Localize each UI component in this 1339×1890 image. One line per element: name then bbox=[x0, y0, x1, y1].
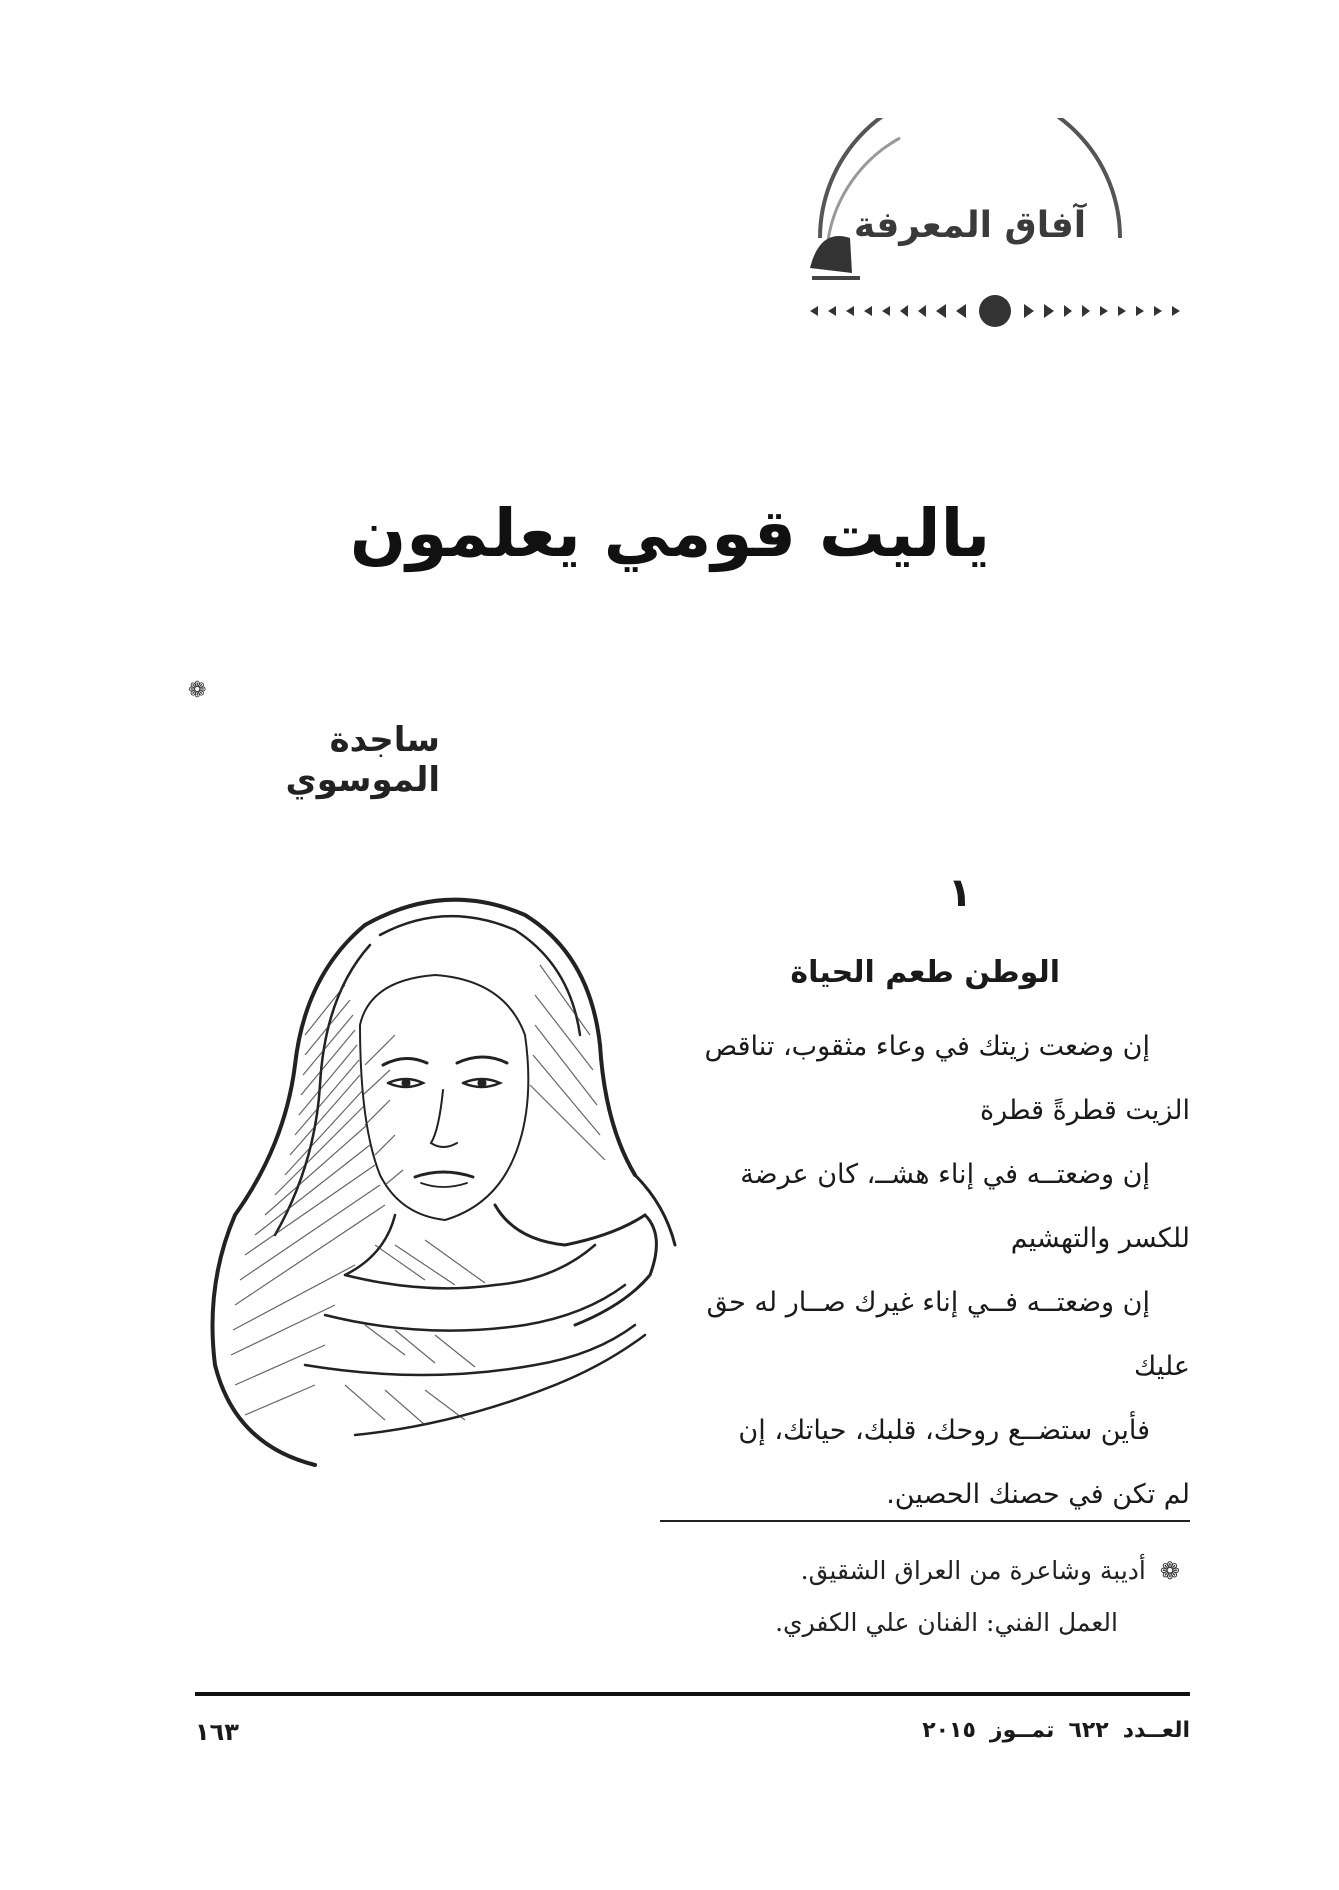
article-title: ياليت قومي يعلمون bbox=[349, 495, 991, 572]
poem-line: لم تكن في حصنك الحصين. bbox=[886, 1479, 1190, 1510]
poem-line: للكسر والتهشيم bbox=[1010, 1223, 1190, 1254]
footnote-divider bbox=[660, 1520, 1190, 1522]
poem-line: عليك bbox=[1134, 1351, 1190, 1382]
footer-divider bbox=[195, 1692, 1190, 1696]
author-marker-icon: ❁ bbox=[188, 678, 207, 703]
footnotes bbox=[640, 1545, 1180, 1649]
woman-sketch-illustration bbox=[195, 885, 715, 1470]
art-credit: العمل الفني: الفنان علي الكفري. bbox=[775, 1608, 1118, 1637]
footnote-marker-icon: ❁ bbox=[1159, 1557, 1180, 1585]
issue-year: ٢٠١٥ bbox=[922, 1718, 976, 1743]
author-footnote bbox=[640, 1545, 1180, 1597]
issue-info bbox=[830, 1718, 1190, 1743]
issue-number: ٦٢٢ bbox=[1068, 1718, 1109, 1743]
issue-label: العــدد bbox=[1122, 1718, 1190, 1743]
author-name: ساجدة الموسوي bbox=[285, 720, 440, 800]
poem-line: إن وضعت زيتك في وعاء مثقوب، تناقص bbox=[704, 1031, 1150, 1062]
poem-line: إن وضعتــه في إناء هشــ، كان عرضة bbox=[740, 1159, 1150, 1190]
issue-month: تمــوز bbox=[989, 1718, 1055, 1743]
section-heading: الوطن طعم الحياة bbox=[790, 955, 1060, 990]
poem-line: فأين ستضــع روحك، قلبك، حياتك، إن bbox=[738, 1415, 1150, 1446]
page-number: ١٦٣ bbox=[195, 1718, 239, 1746]
poem-body bbox=[704, 1015, 1190, 1527]
section-number: ١ bbox=[947, 870, 973, 916]
logo-title: آفاق المعرفة bbox=[853, 205, 1087, 246]
poem-line: إن وضعتــه فــي إناء غيرك صــار له حق bbox=[706, 1287, 1150, 1318]
author-note: أديبة وشاعرة من العراق الشقيق. bbox=[800, 1556, 1146, 1585]
poem-line: الزيت قطرةً قطرة bbox=[979, 1095, 1190, 1126]
